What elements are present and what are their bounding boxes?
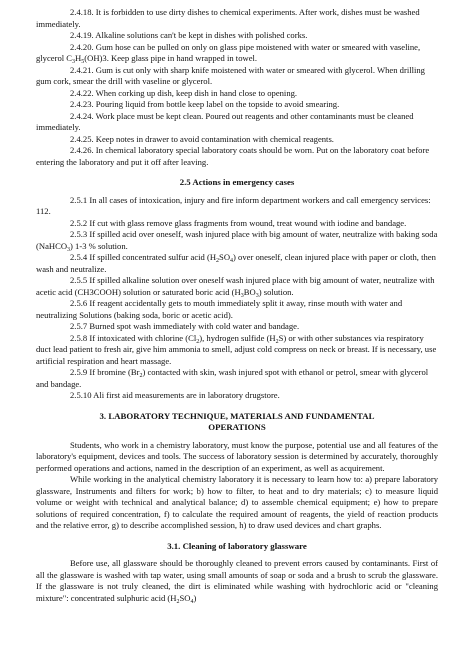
paragraph xyxy=(36,30,438,42)
text-run: (OH)3. Keep glass pipe in hand wrapped in towel. xyxy=(84,53,258,63)
text-run: 2.4.21. Gum is cut only with sharp knife moistened with water or smeared with glycerol. When drilling gum cork, smear the drill with vaseline or glycerol. xyxy=(36,64,425,86)
section-2-4-list xyxy=(36,7,438,168)
text-run: 2.5.1 In all cases of intoxication, injury and fire inform department workers and call emergency services: 112. xyxy=(36,194,431,216)
text-run: While working in the analytical chemistry laboratory it is necessary to learn how to: a) prepare laboratory glassware, Instruments and filters for work; b) how to filter, to heat and to dry materials; c) to measure liquid volume or weight with technical and analytical balance; d) to assemble chemical equipment; e) how to prepare solutions of required concentration, f) to calculate the required amount of reagents, the yield of reaction products and the relative error, g) to describe accomplished session, h) to draw used devices and chart graphs. xyxy=(36,474,438,530)
paragraph xyxy=(36,218,438,230)
text-run: Students, who work in a chemistry laboratory, must know the purpose, potential use and all features of the laboratory's equipment, devices and tools. The success of laboratory session is determined by accurately, thoroughly performed operations and actions, named in the description of an experiment, as well as acquirement. xyxy=(36,439,438,473)
paragraph xyxy=(36,367,438,390)
section-2-5-heading: 2.5 Actions in emergency cases xyxy=(179,177,295,187)
paragraph xyxy=(36,145,438,168)
text-run: 2.5.6 If reagent accidentally gets to mouth immediately split it away, rinse mouth with water and neutralizing Solutions (baking soda, boric or acetic acid). xyxy=(36,298,403,320)
paragraph xyxy=(36,390,438,402)
subscript: 2 xyxy=(275,338,279,345)
paragraph xyxy=(36,275,438,298)
paragraph xyxy=(36,195,438,218)
subscript: 3 xyxy=(67,246,71,253)
subscript: 5 xyxy=(81,59,85,65)
paragraph xyxy=(36,558,438,604)
text-run: 2.5.5 If spilled alkaline solution over oneself wash injured place with big amount of water, neutralize with acetic acid (CH3COOH) solution or saturated boric acid (H xyxy=(36,275,435,297)
section-3-paragraphs xyxy=(36,440,438,532)
text-run: 2.5.4 If spilled concentrated sulfur acid (H xyxy=(70,252,217,262)
paragraph xyxy=(36,134,438,146)
paragraph xyxy=(36,7,438,30)
subscript: 4 xyxy=(190,598,194,605)
text-run: 2.5.10 Ali first aid measurements are in laboratory drugstore. xyxy=(70,390,280,400)
section-3-1-paragraphs xyxy=(36,558,438,604)
text-run: 2.4.19. Alkaline solutions can't be kept in dishes with polished corks. xyxy=(70,30,308,40)
subscript: 3 xyxy=(255,292,259,299)
paragraph xyxy=(36,333,438,368)
text-run: Before use, all glassware should be thoroughly cleaned to prevent errors caused by contaminants. First of all the glassware is washed with tap water, using small amounts of soap or soda and a brush to scrub the glassware. If the glassware is not truly cleaned, the dirt is eliminated while washing with hydrochloric acid or "cleaning mixture": concentrated sulphuric acid (H xyxy=(36,558,438,603)
text-run: ) contacted with skin, wash injured spot with ethanol or petrol, smear with glycerol and bandage. xyxy=(36,367,429,389)
paragraph xyxy=(36,229,438,252)
text-run: 2.4.20. Gum hose can be pulled on only on glass pipe moistened with water or smeared with vaseline, glycerol C xyxy=(36,41,421,63)
text-run: 2.4.23. Pouring liquid from bottle keep label on the topside to avoid smearing. xyxy=(70,99,340,109)
text-run: ) xyxy=(193,592,197,603)
section-3-heading: 3. LABORATORY TECHNIQUE, MATERIALS AND FUNDAMENTAL OPERATIONS xyxy=(99,410,375,432)
text-run: H xyxy=(75,53,82,63)
subscript: 3 xyxy=(72,59,76,65)
text-run: SO xyxy=(219,252,231,262)
text-run: 2.4.22. When corking up dish, keep dish in hand close to opening. xyxy=(70,87,298,98)
paragraph xyxy=(36,440,438,475)
text-run: 2.4.24. Work place must be kept clean. Poured out reagents and other contaminants must be cleaned immediately. xyxy=(36,110,414,132)
text-run: ) over oneself, clean injured place with paper or cloth, then wash and neutralize. xyxy=(36,252,436,274)
text-run: ) 1-3 % solution. xyxy=(70,240,128,251)
text-run: S) or with other substances via respiratory duct lead patient to fresh air, give him ammonia to smell, adjust cold compress on neck or breast. If is necessary, use artificial respiration and heart massage. xyxy=(36,332,437,366)
subscript: 3 xyxy=(240,292,244,299)
subscript: 2 xyxy=(176,598,180,605)
paragraph xyxy=(36,99,438,111)
subscript: 4 xyxy=(230,258,234,264)
text-run: 2.5.9 If bromine (Br xyxy=(70,367,140,377)
subscript: 2 xyxy=(216,258,220,264)
text-run: 2.4.18. It is forbidden to use dirty dishes to chemical experiments. After work, dishes must be washed immediately. xyxy=(36,7,420,29)
text-run: 2.5.7 Burned spot wash immediately with cold water and bandage. xyxy=(70,321,300,331)
text-run: 2.5.2 If cut with glass remove glass fragments from wound, treat wound with iodine and bandage. xyxy=(70,217,407,228)
text-run: SO xyxy=(179,592,191,603)
paragraph xyxy=(36,298,438,321)
section-3-1-heading: 3.1. Cleaning of laboratory glassware xyxy=(167,540,307,551)
paragraph xyxy=(36,252,438,275)
paragraph xyxy=(36,474,438,532)
text-run: 2.4.26. In chemical laboratory special laboratory coats should be worn. Put on the laboratory coat before entering the laboratory and put it off after leaving. xyxy=(36,145,430,167)
subscript: 2 xyxy=(196,338,200,345)
paragraph xyxy=(36,65,438,88)
paragraph xyxy=(36,321,438,333)
subscript: 2 xyxy=(139,373,143,379)
paragraph xyxy=(36,42,438,65)
section-2-5-list xyxy=(36,195,438,402)
paragraph xyxy=(36,88,438,100)
text-run: BO xyxy=(243,286,256,297)
text-run: ) solution. xyxy=(258,286,294,297)
text-run: 2.4.25. Keep notes in drawer to avoid contamination with chemical reagents. xyxy=(70,133,334,144)
text-run: 2.5.8 If intoxicated with chlorine (Cl xyxy=(70,332,197,343)
text-run: ), hydrogen sulfide (H xyxy=(199,332,276,343)
text-run: 2.5.3 If spilled acid over oneself, wash injured place with big amount of water, neutralize with baking soda (NaHCO xyxy=(36,229,438,251)
paragraph xyxy=(36,111,438,134)
